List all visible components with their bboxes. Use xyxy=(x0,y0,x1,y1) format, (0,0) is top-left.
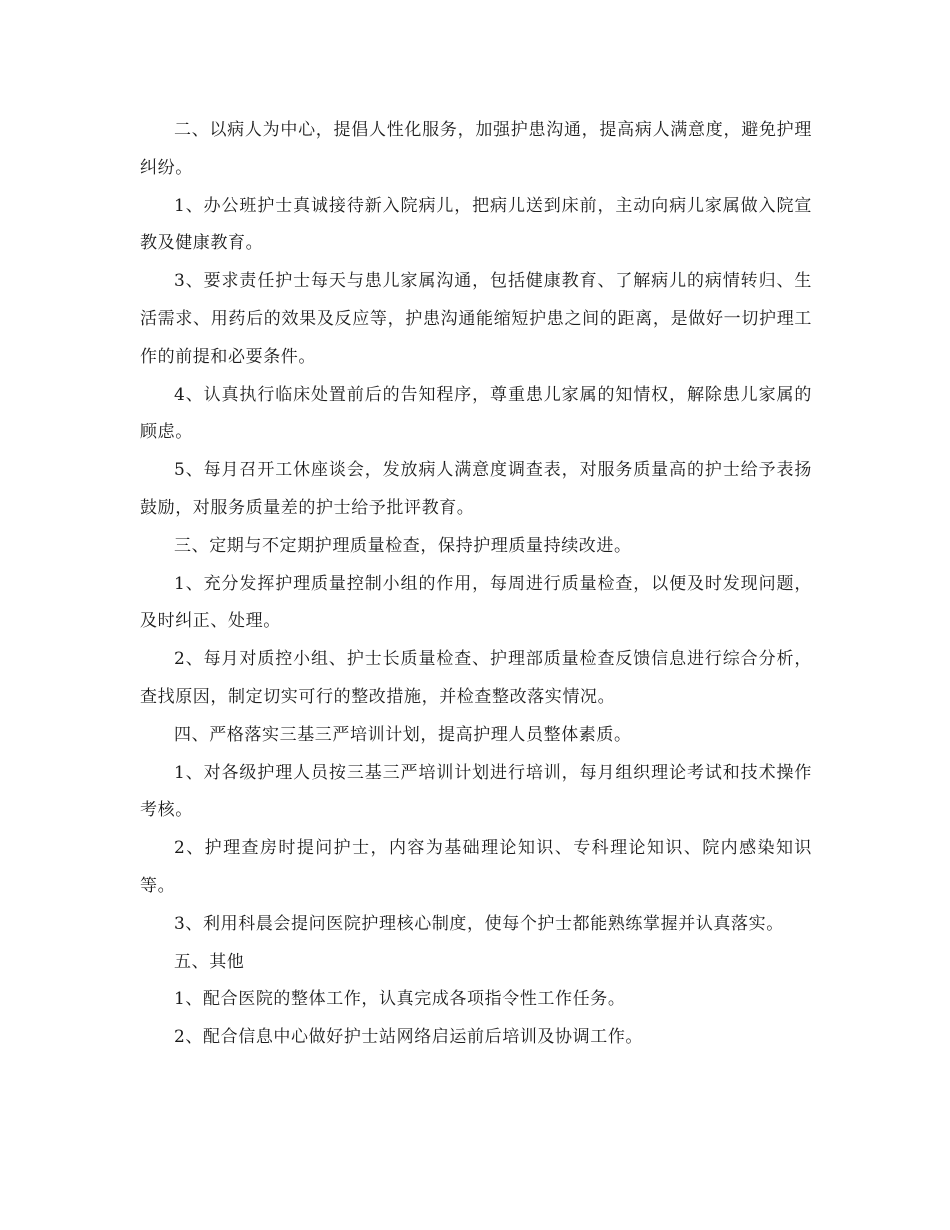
paragraph-item: 3、利用科晨会提问医院护理核心制度，使每个护士都能熟练掌握并认真落实。 xyxy=(174,913,784,934)
paragraph-item: 2、配合信息中心做好护士站网络启运前后培训及协调工作。 xyxy=(174,1027,644,1048)
document-body xyxy=(140,112,812,1057)
paragraph-item: 1、配合医院的整体工作，认真完成各项指令性工作任务。 xyxy=(174,989,626,1010)
paragraph-item: 1、对各级护理人员按三基三严培训计划进行培训，每月组织理论考试和技术操作考核。 xyxy=(140,762,812,821)
paragraph-item: 4、认真执行临床处置前后的告知程序，尊重患儿家属的知情权，解除患儿家属的顾虑。 xyxy=(140,384,812,443)
paragraph-item: 2、护理查房时提问护士，内容为基础理论知识、专科理论知识、院内感染知识等。 xyxy=(140,838,812,896)
paragraph-item: 1、办公班护士真诚接待新入院病儿，把病儿送到床前，主动向病儿家属做入院宣教及健康教育。 xyxy=(140,195,812,254)
paragraph-item: 2、每月对质控小组、护士长质量检查、护理部质量检查反馈信息进行综合分析，查找原因，制定切实可行的整改措施，并检查整改落实情况。 xyxy=(140,649,812,707)
heading-section-3: 三、定期与不定期护理质量检查，保持护理质量持续改进。 xyxy=(174,535,632,556)
heading-section-5: 五、其他 xyxy=(174,951,245,972)
paragraph-item: 5、每月召开工休座谈会，发放病人满意度调查表，对服务质量高的护士给予表扬鼓励，对服务质量差的护士给予批评教育。 xyxy=(140,460,812,518)
paragraph-item: 3、要求责任护士每天与患儿家属沟通，包括健康教育、了解病儿的病情转归、生活需求、用药后的效果及反应等，护患沟通能缩短护患之间的距离，是做好一切护理工作的前提和必要条件。 xyxy=(140,271,812,367)
heading-section-4: 四、严格落实三基三严培训计划，提高护理人员整体素质。 xyxy=(174,724,632,745)
heading-section-2: 二、以病人为中心，提倡人性化服务，加强护患沟通，提高病人满意度，避免护理纠纷。 xyxy=(140,120,812,178)
paragraph-item: 1、充分发挥护理质量控制小组的作用，每周进行质量检查，以便及时发现问题，及时纠正、处理。 xyxy=(140,573,812,632)
